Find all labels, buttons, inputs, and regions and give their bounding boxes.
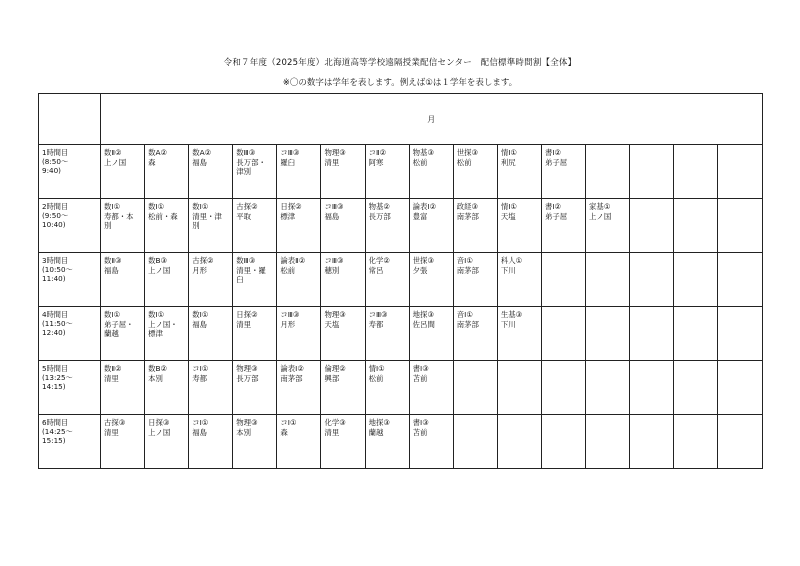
- school-label: 苫前: [412, 427, 428, 437]
- class-slot: [233, 307, 277, 361]
- class-slot: [145, 415, 189, 469]
- school-label: 弟子屈・ 蘭越: [104, 319, 134, 339]
- class-slot: [586, 307, 630, 361]
- subject-label: 古探②: [192, 256, 214, 265]
- subject-label: 数A②: [192, 148, 212, 157]
- class-slot: [497, 307, 541, 361]
- school-label: 長万部: [368, 211, 391, 221]
- period-label-cell: [39, 199, 101, 253]
- class-slot: [277, 253, 321, 307]
- school-label: 標津: [280, 211, 296, 221]
- subject-label: コⅠ①: [192, 364, 209, 373]
- period-time: (10:50〜 11:40): [42, 265, 73, 283]
- class-slot: [189, 199, 233, 253]
- class-slot: [145, 199, 189, 253]
- school-label: 清里: [324, 157, 340, 167]
- subject-label: コⅢ③: [280, 148, 300, 157]
- subject-label: コⅡ②: [368, 148, 387, 157]
- class-slot: [541, 307, 585, 361]
- class-slot: [233, 415, 277, 469]
- subject-label: 数Ⅰ①: [104, 202, 121, 211]
- class-slot: [365, 199, 409, 253]
- school-label: 天塩: [500, 211, 516, 221]
- class-slot: [145, 307, 189, 361]
- class-slot: [101, 307, 145, 361]
- class-slot: [718, 199, 762, 253]
- subject-label: 数Ⅲ③: [236, 148, 256, 157]
- class-slot: [145, 145, 189, 199]
- school-label: 松前・森: [148, 211, 178, 221]
- school-label: 常呂: [368, 265, 384, 275]
- period-name: 2時間目: [42, 202, 69, 211]
- class-slot: [365, 415, 409, 469]
- class-slot: [497, 145, 541, 199]
- class-slot: [718, 253, 762, 307]
- subject-label: 政経③: [456, 202, 479, 211]
- subject-label: 古探③: [104, 418, 126, 427]
- class-slot: [277, 145, 321, 199]
- subject-label: 論表Ⅰ②: [412, 202, 437, 211]
- subject-label: 物理③: [324, 310, 346, 319]
- subject-label: 数B③: [148, 256, 168, 265]
- subject-label: 情Ⅰ①: [500, 148, 518, 157]
- class-slot: [409, 361, 453, 415]
- school-label: 上ノ国: [148, 427, 171, 437]
- class-slot: [233, 253, 277, 307]
- period-row: [39, 253, 763, 307]
- school-label: 阿寒: [368, 157, 384, 167]
- class-slot: [277, 361, 321, 415]
- subject-label: 数Ⅰ①: [192, 202, 209, 211]
- school-label: 南茅部: [456, 211, 479, 221]
- class-slot: [586, 199, 630, 253]
- subject-label: コⅢ③: [324, 202, 344, 211]
- period-name: 3時間目: [42, 256, 69, 265]
- subject-label: 数Ⅱ②: [104, 364, 122, 373]
- subject-label: 書Ⅰ②: [544, 148, 562, 157]
- class-slot: [277, 415, 321, 469]
- subject-label: 書Ⅰ③: [412, 364, 429, 373]
- period-time: (11:50〜 12:40): [42, 319, 73, 337]
- school-label: 上ノ国: [148, 265, 171, 275]
- class-slot: [674, 361, 718, 415]
- class-slot: [630, 361, 674, 415]
- class-slot: [101, 145, 145, 199]
- page-subtitle: ※〇の数字は学年を表します。例えば①は１学年を表します。: [282, 78, 518, 88]
- class-slot: [453, 415, 497, 469]
- class-slot: [409, 145, 453, 199]
- school-label: 佐呂間: [412, 319, 435, 329]
- school-label: 下川: [500, 265, 516, 275]
- subject-label: 書Ⅰ③: [412, 418, 429, 427]
- subject-label: 化学②: [368, 256, 390, 265]
- school-label: 弟子屈: [544, 211, 568, 221]
- class-slot: [453, 307, 497, 361]
- class-slot: [321, 307, 365, 361]
- period-time: (9:50〜 10:40): [42, 211, 69, 229]
- subject-label: 日探②: [280, 202, 302, 211]
- period-name: 5時間目: [42, 364, 69, 373]
- subject-label: 地探③: [412, 310, 435, 319]
- class-slot: [586, 253, 630, 307]
- class-slot: [630, 415, 674, 469]
- subject-label: 情Ⅰ①: [500, 202, 518, 211]
- class-slot: [145, 253, 189, 307]
- subject-label: 倫理②: [324, 364, 346, 373]
- class-slot: [233, 199, 277, 253]
- school-label: 松前: [368, 373, 384, 383]
- class-slot: [630, 199, 674, 253]
- subject-label: 数B②: [148, 364, 168, 373]
- class-slot: [453, 145, 497, 199]
- class-slot: [365, 307, 409, 361]
- period-name: 1時間目: [42, 148, 69, 157]
- subject-label: 家基①: [589, 202, 611, 211]
- class-slot: [586, 361, 630, 415]
- subject-label: 日探②: [236, 310, 258, 319]
- class-slot: [630, 253, 674, 307]
- class-slot: [365, 145, 409, 199]
- class-slot: [718, 415, 762, 469]
- class-slot: [189, 415, 233, 469]
- school-label: 月形: [280, 319, 296, 329]
- period-row: [39, 415, 763, 469]
- period-label-cell: [39, 307, 101, 361]
- school-label: 上ノ国・ 標津: [148, 319, 178, 339]
- school-label: 本別: [236, 427, 252, 437]
- period-name: 4時間目: [42, 310, 69, 319]
- school-label: 福島: [104, 265, 119, 275]
- school-label: 蘭越: [368, 427, 384, 437]
- school-label: 月形: [192, 265, 207, 275]
- subject-label: 情Ⅰ①: [368, 364, 385, 373]
- subject-label: 論表Ⅱ②: [280, 256, 306, 265]
- school-label: 清里: [236, 319, 252, 329]
- class-slot: [586, 415, 630, 469]
- class-slot: [101, 361, 145, 415]
- class-slot: [453, 361, 497, 415]
- period-label-cell: [39, 253, 101, 307]
- class-slot: [189, 361, 233, 415]
- timetable: [38, 93, 763, 469]
- subject-label: 数Ⅲ③: [236, 256, 256, 265]
- school-label: 松前: [456, 157, 472, 167]
- subject-label: 論表Ⅰ②: [280, 364, 304, 373]
- class-slot: [409, 253, 453, 307]
- school-label: 下川: [500, 319, 516, 329]
- class-slot: [321, 145, 365, 199]
- period-label-cell: [39, 415, 101, 469]
- class-slot: [630, 307, 674, 361]
- subject-label: 科人①: [500, 256, 523, 265]
- period-row: [39, 307, 763, 361]
- subject-label: 物基②: [368, 202, 390, 211]
- school-label: 羅臼: [280, 157, 296, 167]
- page-title: 令和７年度（2025年度）北海道高等学校遠隔授業配信センター 配信標準時間割【全体】: [223, 58, 577, 68]
- class-slot: [453, 253, 497, 307]
- school-label: 長万部: [236, 373, 259, 383]
- class-slot: [101, 415, 145, 469]
- subject-label: 物基③: [412, 148, 435, 157]
- period-name: 6時間目: [42, 418, 69, 427]
- school-label: 清里・津 別: [192, 211, 222, 231]
- class-slot: [189, 253, 233, 307]
- class-slot: [233, 145, 277, 199]
- header-row: [39, 94, 763, 145]
- school-label: 上ノ国: [589, 211, 612, 221]
- school-label: 松前: [280, 265, 296, 275]
- school-label: 興部: [324, 373, 340, 383]
- class-slot: [541, 361, 585, 415]
- school-label: 本別: [148, 373, 163, 383]
- class-slot: [541, 415, 585, 469]
- subject-label: コⅠ①: [192, 418, 209, 427]
- subject-label: 物理③: [236, 418, 258, 427]
- school-label: 清里: [104, 427, 119, 437]
- subject-label: 生基③: [500, 310, 523, 319]
- subject-label: 古探②: [236, 202, 258, 211]
- school-label: 寿都・本 別: [104, 211, 134, 231]
- school-label: 森: [280, 427, 288, 437]
- period-time: (14:25〜 15:15): [42, 427, 73, 445]
- subject-label: 世探③: [412, 256, 435, 265]
- subject-label: 世探③: [456, 148, 479, 157]
- class-slot: [718, 361, 762, 415]
- school-label: 清里: [324, 427, 340, 437]
- subject-label: 数Ⅰ①: [148, 310, 165, 319]
- class-slot: [277, 199, 321, 253]
- class-slot: [321, 199, 365, 253]
- school-label: 苫前: [412, 373, 428, 383]
- class-slot: [145, 361, 189, 415]
- period-time: (8:50〜 9:40): [42, 157, 69, 175]
- class-slot: [718, 307, 762, 361]
- subject-label: 日探③: [148, 418, 170, 427]
- class-slot: [409, 415, 453, 469]
- school-label: 平取: [236, 211, 252, 221]
- class-slot: [189, 145, 233, 199]
- subject-label: コⅢ③: [324, 256, 344, 265]
- class-slot: [277, 307, 321, 361]
- school-label: 南茅部: [280, 373, 303, 383]
- period-row: [39, 199, 763, 253]
- class-slot: [321, 415, 365, 469]
- class-slot: [101, 199, 145, 253]
- school-label: 弟子屈: [544, 157, 568, 167]
- class-slot: [409, 199, 453, 253]
- school-label: 清里・羅 臼: [236, 265, 266, 285]
- subject-label: 物理③: [324, 148, 346, 157]
- subject-label: 地探③: [368, 418, 390, 427]
- school-label: 福島: [324, 211, 340, 221]
- subject-label: 数Ⅰ①: [104, 310, 121, 319]
- class-slot: [321, 361, 365, 415]
- subject-label: 数Ⅱ③: [104, 256, 122, 265]
- class-slot: [409, 307, 453, 361]
- subject-label: 数Ⅰ①: [148, 202, 165, 211]
- school-label: 南茅部: [456, 319, 479, 329]
- subject-label: 化学③: [324, 418, 346, 427]
- subject-label: 数A②: [148, 148, 168, 157]
- corner-cell: [39, 94, 101, 145]
- class-slot: [365, 253, 409, 307]
- class-slot: [541, 199, 585, 253]
- subject-label: 数Ⅰ①: [192, 310, 209, 319]
- school-label: 福島: [192, 427, 207, 437]
- subject-label: 書Ⅰ②: [544, 202, 562, 211]
- class-slot: [718, 145, 762, 199]
- class-slot: [674, 415, 718, 469]
- period-time: (13:25〜 14:15): [42, 373, 73, 391]
- school-label: 天塩: [324, 319, 340, 329]
- subject-label: 音Ⅰ①: [456, 256, 473, 265]
- subject-label: 音Ⅰ①: [456, 310, 473, 319]
- class-slot: [541, 145, 585, 199]
- period-row: [39, 145, 763, 199]
- subject-label: コⅠ①: [280, 418, 297, 427]
- school-label: 清里: [104, 373, 119, 383]
- school-label: 松前: [412, 157, 428, 167]
- class-slot: [233, 361, 277, 415]
- class-slot: [189, 307, 233, 361]
- school-label: 福島: [192, 157, 207, 167]
- day-header-monday: 月: [101, 94, 763, 145]
- subject-label: 数Ⅱ②: [104, 148, 122, 157]
- class-slot: [674, 199, 718, 253]
- period-label-cell: [39, 145, 101, 199]
- class-slot: [630, 145, 674, 199]
- school-label: 上ノ国: [104, 157, 127, 167]
- school-label: 長万部・ 津別: [236, 157, 266, 177]
- class-slot: [497, 253, 541, 307]
- class-slot: [365, 361, 409, 415]
- subject-label: コⅢ③: [368, 310, 388, 319]
- school-label: 福島: [192, 319, 207, 329]
- period-row: [39, 361, 763, 415]
- class-slot: [497, 415, 541, 469]
- class-slot: [586, 145, 630, 199]
- class-slot: [101, 253, 145, 307]
- school-label: 南茅部: [456, 265, 479, 275]
- class-slot: [674, 145, 718, 199]
- period-label-cell: [39, 361, 101, 415]
- school-label: 寿都: [192, 373, 207, 383]
- class-slot: [321, 253, 365, 307]
- class-slot: [497, 199, 541, 253]
- class-slot: [674, 253, 718, 307]
- school-label: 穂別: [324, 265, 340, 275]
- subject-label: 物理③: [236, 364, 258, 373]
- class-slot: [541, 253, 585, 307]
- school-label: 利尻: [500, 157, 516, 167]
- class-slot: [453, 199, 497, 253]
- school-label: 森: [148, 157, 156, 167]
- class-slot: [497, 361, 541, 415]
- school-label: 豊富: [412, 211, 428, 221]
- class-slot: [674, 307, 718, 361]
- subject-label: コⅢ③: [280, 310, 300, 319]
- school-label: 夕張: [412, 265, 428, 275]
- school-label: 寿都: [368, 319, 384, 329]
